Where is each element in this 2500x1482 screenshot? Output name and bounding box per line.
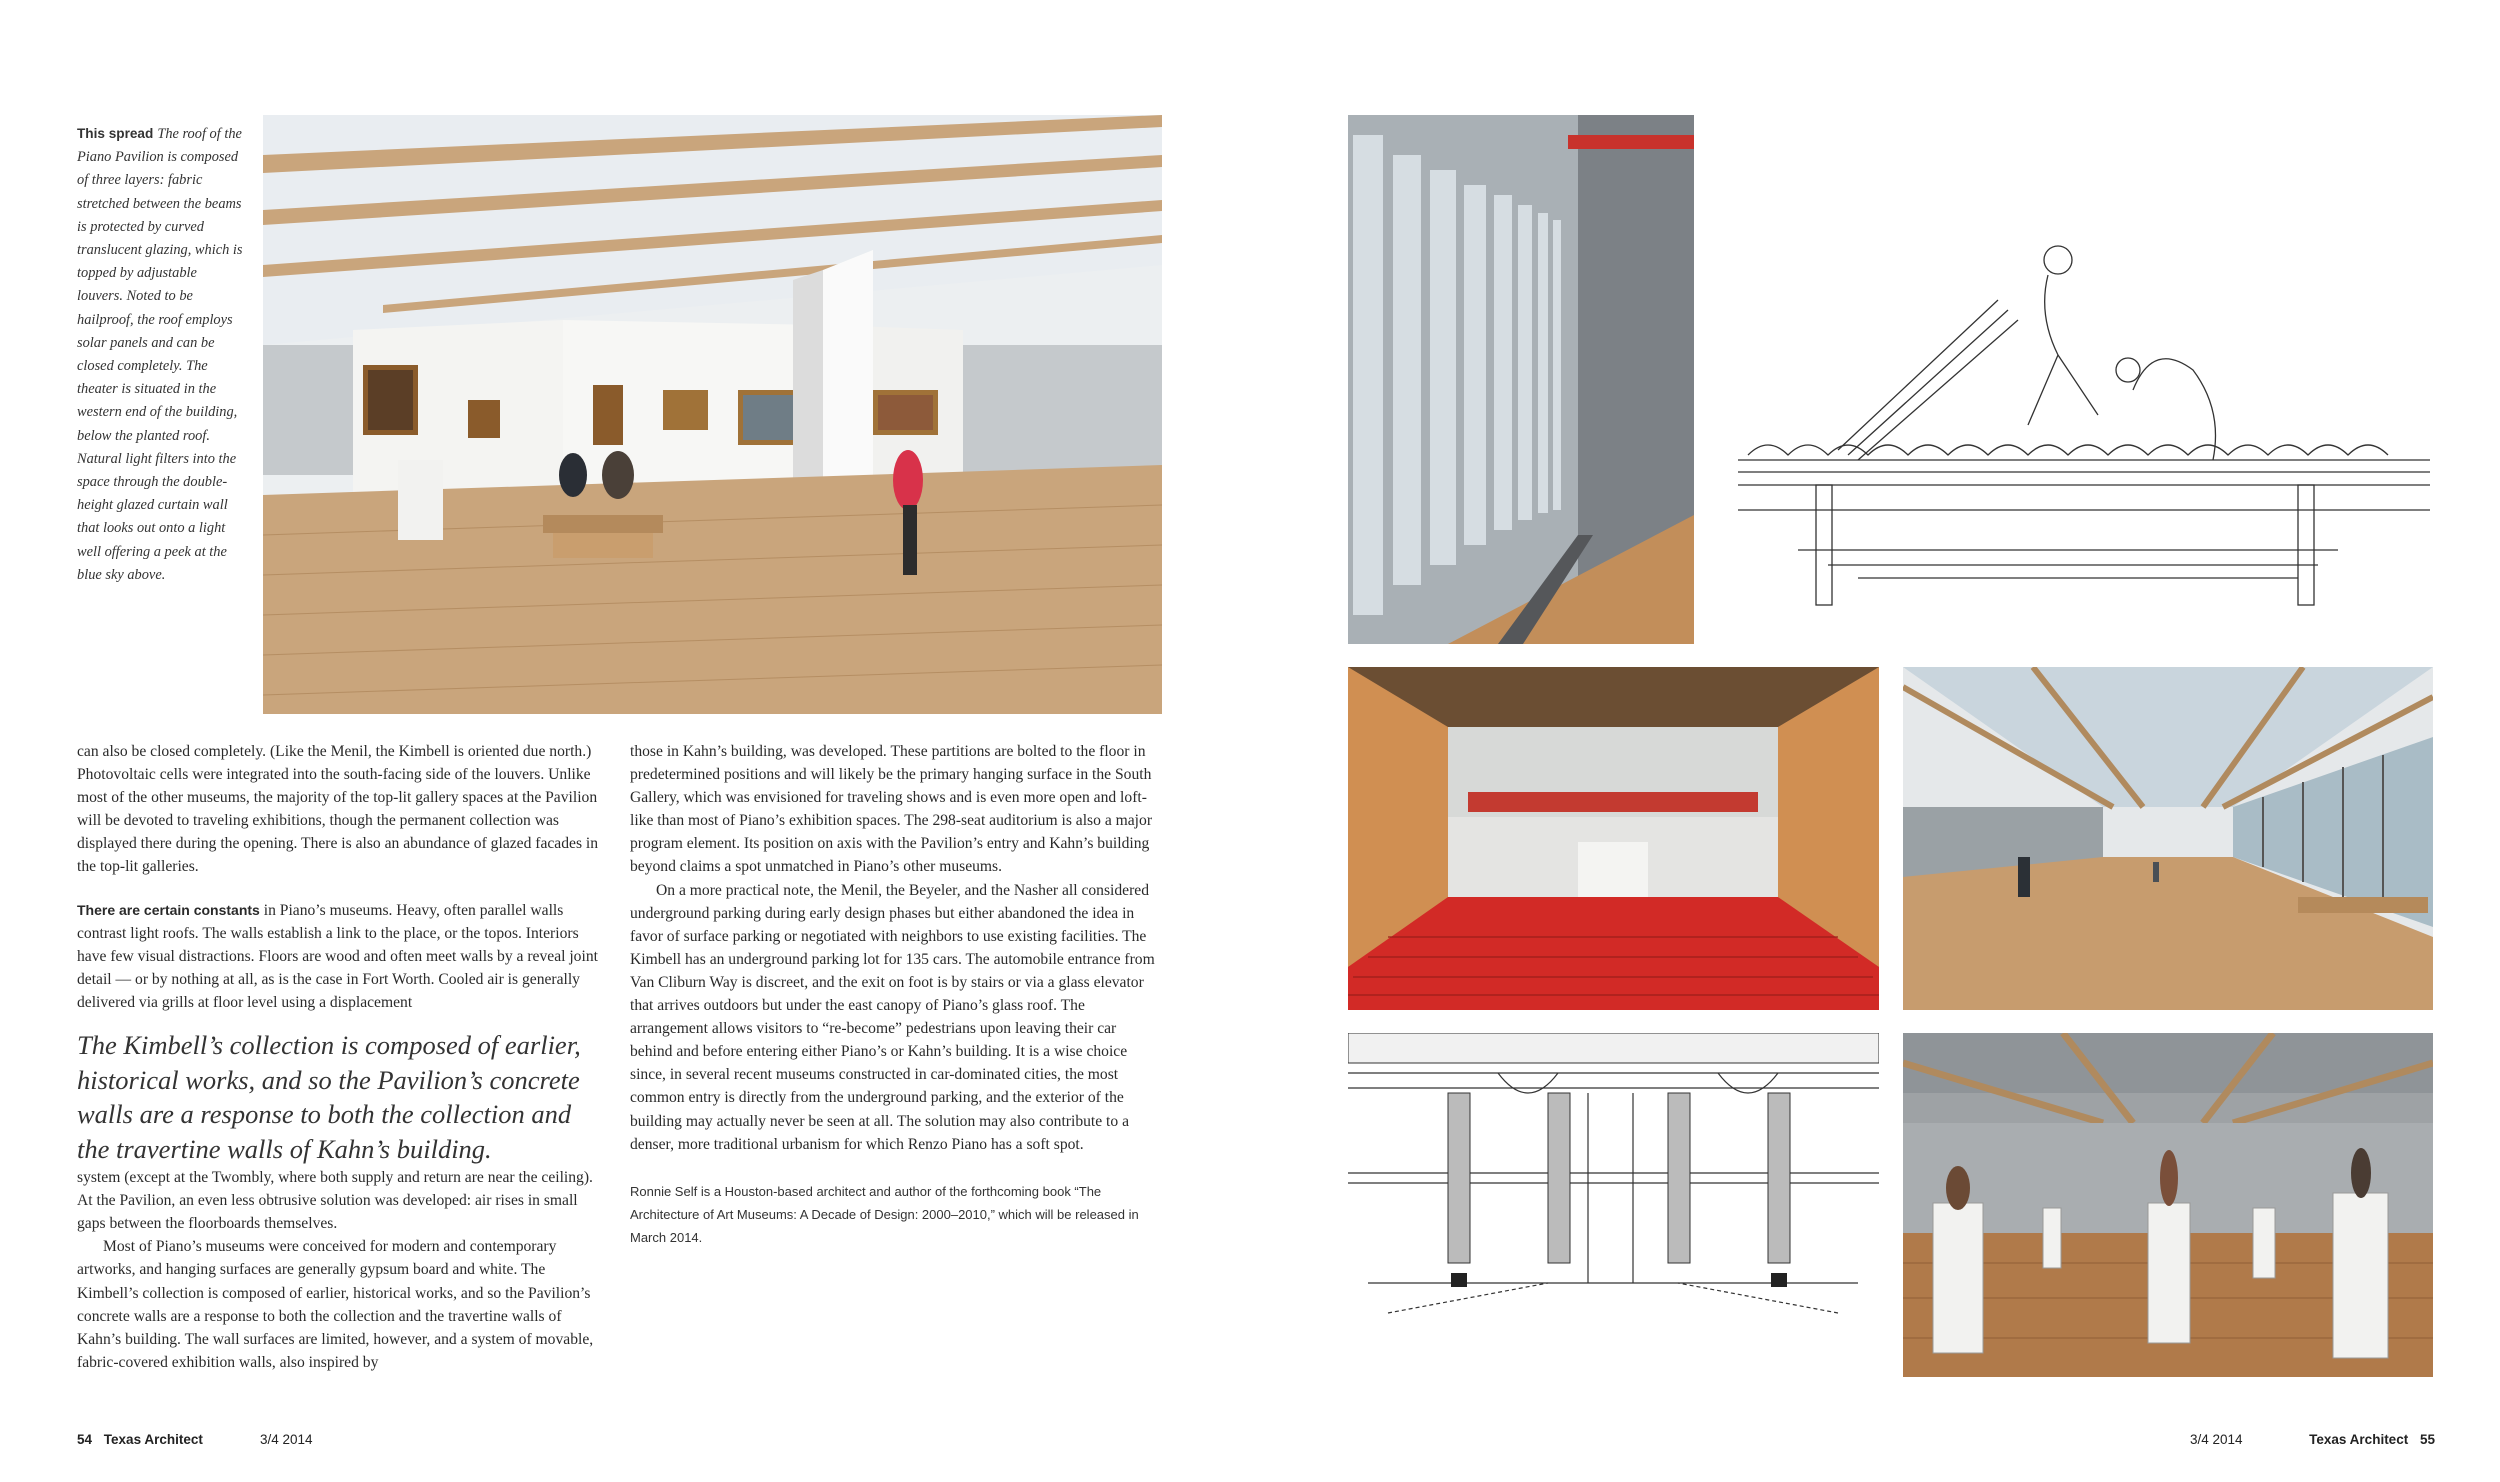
right-page-footer bbox=[2190, 1432, 2435, 1452]
section-detail-drawing bbox=[1348, 1033, 1879, 1346]
auditorium-photo bbox=[1348, 667, 1879, 1010]
curtain-wall-photo bbox=[1348, 115, 1694, 644]
caption-lead: This spread bbox=[77, 126, 154, 141]
gallery-photo bbox=[263, 115, 1162, 714]
issue-date: 3/4 2014 bbox=[260, 1432, 313, 1447]
asian-art-gallery-photo bbox=[1903, 1033, 2433, 1377]
run-in-heading: There are certain constants bbox=[77, 901, 260, 918]
issue-date: 3/4 2014 bbox=[2190, 1432, 2243, 1447]
paragraph: system (except at the Twombly, where both supply and return are near the ceiling). At the Pavilion, an even less obtrusive solution was developed: air rises in small gaps between the floorboards themselves. bbox=[77, 1169, 593, 1233]
page-number: 55 bbox=[2419, 1432, 2435, 1447]
footer-right-group bbox=[2309, 1432, 2435, 1447]
paragraph bbox=[77, 899, 607, 1014]
photo-caption bbox=[77, 122, 245, 587]
roof-section-drawing bbox=[1738, 240, 2430, 640]
paragraph: those in Kahn’s building, was developed. These partitions are bolted to the floor in predetermined positions and will likely be the primary hanging surface in the South Gallery, which was envisioned for traveling shows and is even more open and loft-like than most of Piano’s exhibition spaces. The 298-seat auditorium is also a major program element. Its position on axis with the Pavilion’s entry and Kahn’s building beyond claims a spot unmatched in Piano’s other museums. bbox=[630, 743, 1153, 876]
page-number: 54 bbox=[77, 1432, 93, 1447]
magazine-name: Texas Architect bbox=[103, 1432, 203, 1447]
author-bio: Ronnie Self is a Houston-based architect and author of the forthcoming book “The Architecture of Art Museums: A Decade of Design: 2000–2010,” which will be released in March 2014. bbox=[630, 1183, 1139, 1245]
right-article-column bbox=[630, 740, 1162, 1249]
paragraph-text: in Piano’s museums. Heavy, often parallel walls contrast light roofs. The walls establish a link to the place, or the topos. Interiors have few visual distractions. Floors are wood and often meet walls by a reveal joint detail — or by nothing at all, as is the case in Fort Worth. Cooled air is generally delivered via grills at floor level using a displacement bbox=[77, 901, 598, 1011]
caption-text: The roof of the Piano Pavilion is composed of three layers: fabric stretched between the beams is protected by curved translucent glazing, which is topped by adjustable louvers. Noted to be hailproof, the roof employs solar panels and can be closed completely. The theater is situated in the western end of the building, below the planted roof. Natural light filters into the space through the double-height glazed curtain wall that looks out onto a light well offering a peek at the blue sky above. bbox=[77, 126, 243, 583]
magazine-name: Texas Architect bbox=[2309, 1432, 2409, 1447]
pull-quote: The Kimbell’s collection is composed of earlier, historical works, and so the Pavilion’s concrete walls are a response to both the collection and the travertine walls of Kahn’s building. bbox=[77, 1030, 581, 1164]
left-page-footer bbox=[77, 1432, 477, 1447]
left-article-column bbox=[77, 740, 607, 1374]
south-gallery-photo bbox=[1903, 667, 2433, 1010]
paragraph: On a more practical note, the Menil, the Beyeler, and the Nasher all considered underground parking during early design phases but either abandoned the idea in favor of surface parking or negotiated with neighbors to use existing facilities. The Kimbell has an underground parking lot for 135 cars. The automobile entrance from Van Cliburn Way is discreet, and the exit on foot is by stairs or via a glass elevator that arrives outdoors but under the east canopy of Piano’s glass roof. The arrangement allows visitors to “re-become” pedestrians upon leaving their car behind and before entering either Piano’s or Kahn’s building. It is a wise choice since, in several recent museums constructed in car-dominated cities, the most common entry is directly from the underground parking, and the exterior of the building may actually never be seen at all. The solution may also contribute to a denser, more traditional urbanism for which Renzo Piano has a soft spot. bbox=[630, 881, 1155, 1153]
paragraph: can also be closed completely. (Like the Menil, the Kimbell is oriented due north.) Photovoltaic cells were integrated into the south-facing side of the louvers. Unlike most of the other museums, the majority of the top-lit gallery spaces at the Pavilion will be devoted to traveling exhibitions, though the permanent collection was displayed there during the opening. There is also an abundance of glazed facades in the top-lit galleries. bbox=[77, 743, 599, 876]
paragraph: Most of Piano’s museums were conceived for modern and contemporary artworks, and hanging surfaces are generally gypsum board and white. The Kimbell’s collection is composed of earlier, historical works, and so the Pavilion’s concrete walls are a response to both the collection and the travertine walls of Kahn’s building. The wall surfaces are limited, however, and a system of movable, fabric-covered exhibition walls, also inspired by bbox=[77, 1238, 594, 1371]
